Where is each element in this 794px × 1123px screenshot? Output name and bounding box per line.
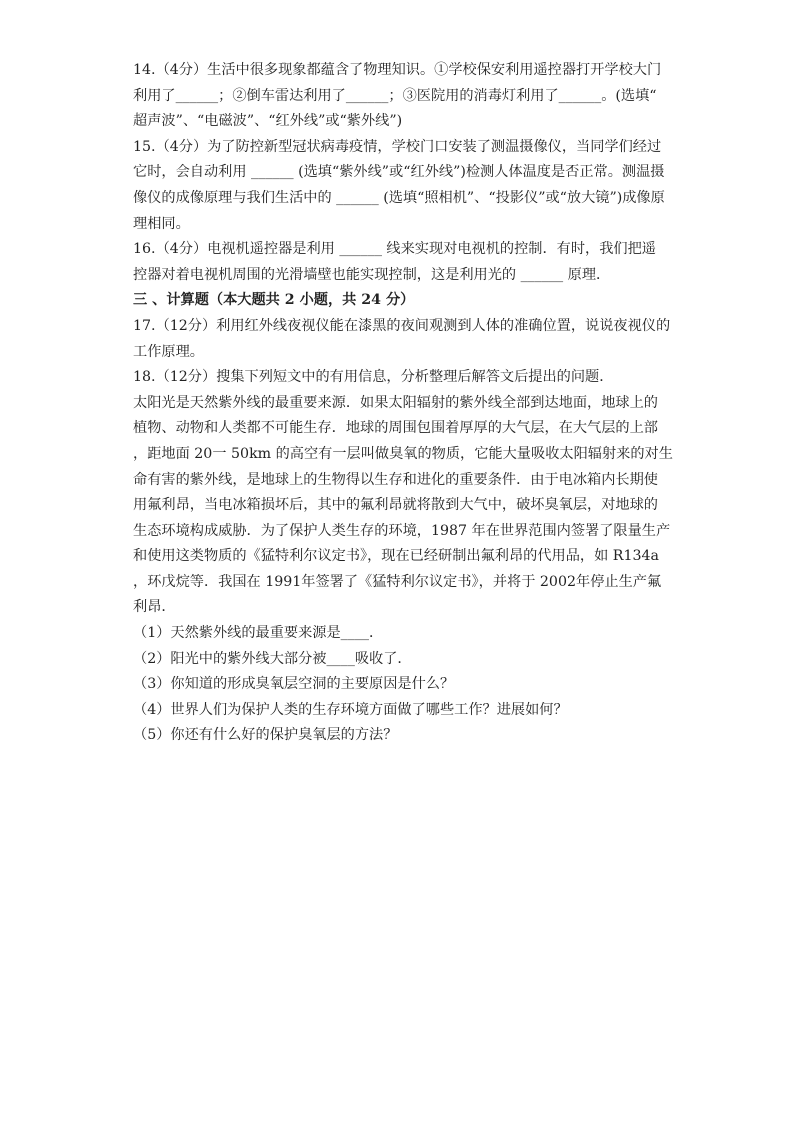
text-line: 太阳光是天然紫外线的最重要来源．如果太阳辐射的紫外线全部到达地面，地球上的	[133, 394, 658, 411]
text-line: 工作原理。	[133, 343, 204, 360]
question-item: （5）你还有什么好的保护臭氧层的方法？	[133, 727, 398, 744]
text-line: 18.（12分）搜集下列短文中的有用信息，分析整理后解答文后提出的问题．	[133, 369, 614, 386]
question-item: （3）你知道的形成臭氧层空洞的主要原因是什么？	[133, 676, 455, 693]
question-item: （2）阳光中的紫外线大部分被____吸收了．	[133, 650, 412, 667]
text-line: 16.（4分）电视机遥控器是利用 ______ 线来实现对电视机的控制．有时，我们把遥	[133, 241, 656, 258]
text-line: 17.（12分）利用红外线夜视仪能在漆黑的夜间观测到人体的准确位置，说说夜视仪的	[133, 317, 671, 334]
question-item: （1）天然紫外线的最重要来源是____．	[133, 625, 384, 642]
text-line: 控器对着电视机周围的光滑墙壁也能实现控制，这是利用光的 ______ 原理．	[133, 266, 611, 283]
text-line: 像仪的成像原理与我们生活中的 ______ (选填“照相机”、“投影仪”或“放大镜”)成像原	[133, 189, 665, 206]
text-line: 和使用这类物质的《猛特利尔议定书》，现在已经研制出氟利昂的代用品，如 R134a	[133, 548, 660, 565]
text-line: 超声波”、“电磁波”、“红外线”或“紫外线”)	[133, 113, 403, 130]
text-line: 它时，会自动利用 ______ (选填“紫外线”或“红外线”)检测人体温度是否正常。测温摄	[133, 164, 665, 181]
text-line: ，距地面 20一 50km 的高空有一层叫做臭氧的物质，它能大量吸收太阳辐射来的对生	[133, 445, 673, 462]
text-line: 14.（4分）生活中很多现象都蕴含了物理知识。①学校保安利用遥控器打开学校大门	[133, 62, 662, 78]
text-line: 利用了______；②倒车雷达利用了______；③医院用的消毒灯利用了______。(选填“	[133, 87, 657, 104]
question-item: （4）世界人们为保护人类的生存环境方面做了哪些工作？进展如何？	[133, 701, 568, 718]
text-line: 利昂．	[133, 599, 176, 616]
text-line: 生态环境构成威胁．为了保护人类生存的环境，1987 年在世界范围内签署了限量生产	[133, 522, 671, 539]
text-line: 植物、动物和人类都不可能生存．地球的周围包围着厚厚的大气层，在大气层的上部	[133, 420, 658, 437]
section-title: 三 、计算题（本大题共 2 小题，共 24 分）	[133, 292, 415, 309]
text-line: 用氟利昂，当电冰箱损坏后，其中的氟利昂就将散到大气中，破坏臭氧层，对地球的	[133, 497, 658, 514]
text-line: ，环戊烷等．我国在 1991年签署了《猛特利尔议定书》，并将于 2002年停止生产氟	[133, 573, 662, 590]
text-line: 理相同。	[133, 215, 190, 232]
exam-page	[133, 58, 673, 749]
text-line: 命有害的紫外线，是地球上的生物得以生存和进化的重要条件．由于电冰箱内长期使	[133, 471, 658, 488]
text-line: 15.（4分）为了防控新型冠状病毒疫情，学校门口安装了测温摄像仪，当同学们经过	[133, 138, 662, 155]
